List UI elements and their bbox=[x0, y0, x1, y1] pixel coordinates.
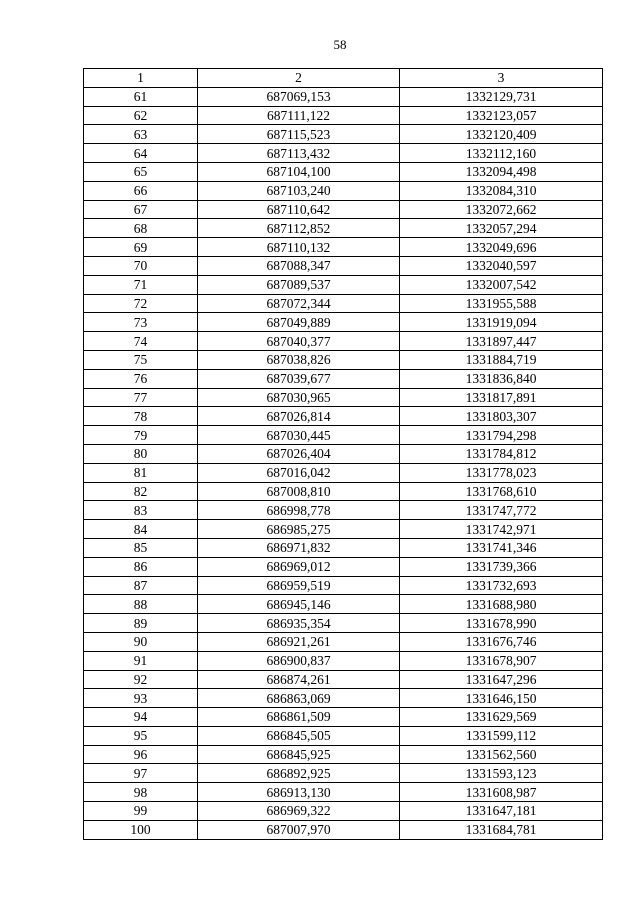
y-coordinate-cell: 1332040,597 bbox=[400, 256, 603, 275]
table-row bbox=[84, 576, 603, 595]
y-coordinate-cell: 1331676,746 bbox=[400, 632, 603, 651]
table-row bbox=[84, 726, 603, 745]
point-number-cell: 95 bbox=[84, 726, 198, 745]
x-coordinate-cell: 686913,130 bbox=[198, 783, 400, 802]
x-coordinate-cell: 687040,377 bbox=[198, 332, 400, 351]
table-row bbox=[84, 144, 603, 163]
table-row bbox=[84, 708, 603, 727]
y-coordinate-cell: 1331742,971 bbox=[400, 520, 603, 539]
y-coordinate-cell: 1331784,812 bbox=[400, 444, 603, 463]
y-coordinate-cell: 1331741,346 bbox=[400, 538, 603, 557]
y-coordinate-cell: 1331647,181 bbox=[400, 802, 603, 821]
point-number-cell: 65 bbox=[84, 162, 198, 181]
x-coordinate-cell: 687115,523 bbox=[198, 125, 400, 144]
table-row bbox=[84, 219, 603, 238]
point-number-cell: 93 bbox=[84, 689, 198, 708]
table-row bbox=[84, 388, 603, 407]
point-number-cell: 76 bbox=[84, 369, 198, 388]
x-coordinate-cell: 686892,925 bbox=[198, 764, 400, 783]
point-number-cell: 88 bbox=[84, 595, 198, 614]
y-coordinate-cell: 1331593,123 bbox=[400, 764, 603, 783]
y-coordinate-cell: 1331599,112 bbox=[400, 726, 603, 745]
x-coordinate-cell: 687026,814 bbox=[198, 407, 400, 426]
point-number-cell: 84 bbox=[84, 520, 198, 539]
table-row bbox=[84, 369, 603, 388]
point-number-cell: 99 bbox=[84, 802, 198, 821]
y-coordinate-cell: 1331688,980 bbox=[400, 595, 603, 614]
x-coordinate-cell: 687111,122 bbox=[198, 106, 400, 125]
y-coordinate-cell: 1331768,610 bbox=[400, 482, 603, 501]
point-number-cell: 80 bbox=[84, 444, 198, 463]
y-coordinate-cell: 1331646,150 bbox=[400, 689, 603, 708]
table-row bbox=[84, 256, 603, 275]
x-coordinate-cell: 686959,519 bbox=[198, 576, 400, 595]
x-coordinate-cell: 687038,826 bbox=[198, 350, 400, 369]
table-row bbox=[84, 332, 603, 351]
y-coordinate-cell: 1332094,498 bbox=[400, 162, 603, 181]
y-coordinate-cell: 1331897,447 bbox=[400, 332, 603, 351]
table-row bbox=[84, 200, 603, 219]
x-coordinate-cell: 687030,445 bbox=[198, 426, 400, 445]
point-number-cell: 69 bbox=[84, 238, 198, 257]
y-coordinate-cell: 1332007,542 bbox=[400, 275, 603, 294]
y-coordinate-cell: 1332112,160 bbox=[400, 144, 603, 163]
table-row bbox=[84, 350, 603, 369]
x-coordinate-cell: 686845,505 bbox=[198, 726, 400, 745]
y-coordinate-cell: 1331562,560 bbox=[400, 745, 603, 764]
x-coordinate-cell: 686945,146 bbox=[198, 595, 400, 614]
x-coordinate-cell: 687089,537 bbox=[198, 275, 400, 294]
point-number-cell: 75 bbox=[84, 350, 198, 369]
point-number-cell: 78 bbox=[84, 407, 198, 426]
point-number-cell: 96 bbox=[84, 745, 198, 764]
x-coordinate-cell: 687113,432 bbox=[198, 144, 400, 163]
x-coordinate-cell: 687049,889 bbox=[198, 313, 400, 332]
table-row bbox=[84, 614, 603, 633]
table-row bbox=[84, 745, 603, 764]
x-coordinate-cell: 687088,347 bbox=[198, 256, 400, 275]
x-coordinate-cell: 686935,354 bbox=[198, 614, 400, 633]
table-row bbox=[84, 538, 603, 557]
y-coordinate-cell: 1332057,294 bbox=[400, 219, 603, 238]
y-coordinate-cell: 1331739,366 bbox=[400, 557, 603, 576]
y-coordinate-cell: 1332123,057 bbox=[400, 106, 603, 125]
table-row bbox=[84, 181, 603, 200]
x-coordinate-cell: 687039,677 bbox=[198, 369, 400, 388]
table-row bbox=[84, 482, 603, 501]
point-number-cell: 68 bbox=[84, 219, 198, 238]
table-row bbox=[84, 444, 603, 463]
point-number-cell: 92 bbox=[84, 670, 198, 689]
page-number: 58 bbox=[333, 37, 347, 52]
point-number-cell: 98 bbox=[84, 783, 198, 802]
x-coordinate-cell: 686874,261 bbox=[198, 670, 400, 689]
x-coordinate-cell: 686969,012 bbox=[198, 557, 400, 576]
table-row bbox=[84, 125, 603, 144]
table-row bbox=[84, 463, 603, 482]
y-coordinate-cell: 1331919,094 bbox=[400, 313, 603, 332]
point-number-cell: 81 bbox=[84, 463, 198, 482]
point-number-cell: 74 bbox=[84, 332, 198, 351]
column-header-3: 3 bbox=[400, 69, 603, 88]
point-number-cell: 89 bbox=[84, 614, 198, 633]
point-number-cell: 100 bbox=[84, 820, 198, 839]
x-coordinate-cell: 687112,852 bbox=[198, 219, 400, 238]
point-number-cell: 77 bbox=[84, 388, 198, 407]
table-row bbox=[84, 764, 603, 783]
table-row bbox=[84, 313, 603, 332]
point-number-cell: 67 bbox=[84, 200, 198, 219]
x-coordinate-cell: 687110,642 bbox=[198, 200, 400, 219]
table-row bbox=[84, 802, 603, 821]
x-coordinate-cell: 687030,965 bbox=[198, 388, 400, 407]
y-coordinate-cell: 1332120,409 bbox=[400, 125, 603, 144]
table-row bbox=[84, 294, 603, 313]
y-coordinate-cell: 1331678,990 bbox=[400, 614, 603, 633]
x-coordinate-cell: 687110,132 bbox=[198, 238, 400, 257]
x-coordinate-cell: 686921,261 bbox=[198, 632, 400, 651]
y-coordinate-cell: 1331732,693 bbox=[400, 576, 603, 595]
y-coordinate-cell: 1331955,588 bbox=[400, 294, 603, 313]
table-row bbox=[84, 238, 603, 257]
coordinates-table bbox=[83, 68, 603, 840]
table-row bbox=[84, 501, 603, 520]
x-coordinate-cell: 686998,778 bbox=[198, 501, 400, 520]
x-coordinate-cell: 687104,100 bbox=[198, 162, 400, 181]
table-body bbox=[84, 87, 603, 839]
y-coordinate-cell: 1331884,719 bbox=[400, 350, 603, 369]
x-coordinate-cell: 687072,344 bbox=[198, 294, 400, 313]
point-number-cell: 85 bbox=[84, 538, 198, 557]
y-coordinate-cell: 1331803,307 bbox=[400, 407, 603, 426]
x-coordinate-cell: 686900,837 bbox=[198, 651, 400, 670]
table-row bbox=[84, 557, 603, 576]
x-coordinate-cell: 686861,509 bbox=[198, 708, 400, 727]
x-coordinate-cell: 686971,832 bbox=[198, 538, 400, 557]
x-coordinate-cell: 687007,970 bbox=[198, 820, 400, 839]
x-coordinate-cell: 686985,275 bbox=[198, 520, 400, 539]
point-number-cell: 91 bbox=[84, 651, 198, 670]
point-number-cell: 64 bbox=[84, 144, 198, 163]
point-number-cell: 90 bbox=[84, 632, 198, 651]
y-coordinate-cell: 1331647,296 bbox=[400, 670, 603, 689]
x-coordinate-cell: 686845,925 bbox=[198, 745, 400, 764]
table-row bbox=[84, 162, 603, 181]
y-coordinate-cell: 1332049,696 bbox=[400, 238, 603, 257]
x-coordinate-cell: 687008,810 bbox=[198, 482, 400, 501]
table-row bbox=[84, 275, 603, 294]
point-number-cell: 86 bbox=[84, 557, 198, 576]
y-coordinate-cell: 1331684,781 bbox=[400, 820, 603, 839]
point-number-cell: 73 bbox=[84, 313, 198, 332]
y-coordinate-cell: 1331817,891 bbox=[400, 388, 603, 407]
table-row bbox=[84, 689, 603, 708]
point-number-cell: 72 bbox=[84, 294, 198, 313]
x-coordinate-cell: 686969,322 bbox=[198, 802, 400, 821]
point-number-cell: 63 bbox=[84, 125, 198, 144]
table-row bbox=[84, 87, 603, 106]
table-row bbox=[84, 651, 603, 670]
point-number-cell: 87 bbox=[84, 576, 198, 595]
y-coordinate-cell: 1332072,662 bbox=[400, 200, 603, 219]
table-row bbox=[84, 407, 603, 426]
point-number-cell: 70 bbox=[84, 256, 198, 275]
y-coordinate-cell: 1331678,907 bbox=[400, 651, 603, 670]
table-row bbox=[84, 106, 603, 125]
table-row bbox=[84, 632, 603, 651]
y-coordinate-cell: 1331608,987 bbox=[400, 783, 603, 802]
point-number-cell: 82 bbox=[84, 482, 198, 501]
x-coordinate-cell: 687069,153 bbox=[198, 87, 400, 106]
table-header-row bbox=[84, 69, 603, 88]
table-row bbox=[84, 820, 603, 839]
y-coordinate-cell: 1331629,569 bbox=[400, 708, 603, 727]
point-number-cell: 83 bbox=[84, 501, 198, 520]
point-number-cell: 71 bbox=[84, 275, 198, 294]
y-coordinate-cell: 1332129,731 bbox=[400, 87, 603, 106]
table-row bbox=[84, 670, 603, 689]
column-header-1: 1 bbox=[84, 69, 198, 88]
y-coordinate-cell: 1331747,772 bbox=[400, 501, 603, 520]
point-number-cell: 66 bbox=[84, 181, 198, 200]
y-coordinate-cell: 1331794,298 bbox=[400, 426, 603, 445]
y-coordinate-cell: 1331778,023 bbox=[400, 463, 603, 482]
point-number-cell: 94 bbox=[84, 708, 198, 727]
x-coordinate-cell: 687103,240 bbox=[198, 181, 400, 200]
point-number-cell: 61 bbox=[84, 87, 198, 106]
x-coordinate-cell: 687016,042 bbox=[198, 463, 400, 482]
table-row bbox=[84, 595, 603, 614]
table-row bbox=[84, 783, 603, 802]
y-coordinate-cell: 1331836,840 bbox=[400, 369, 603, 388]
point-number-cell: 62 bbox=[84, 106, 198, 125]
table-row bbox=[84, 426, 603, 445]
column-header-2: 2 bbox=[198, 69, 400, 88]
table-row bbox=[84, 520, 603, 539]
x-coordinate-cell: 687026,404 bbox=[198, 444, 400, 463]
y-coordinate-cell: 1332084,310 bbox=[400, 181, 603, 200]
x-coordinate-cell: 686863,069 bbox=[198, 689, 400, 708]
point-number-cell: 97 bbox=[84, 764, 198, 783]
point-number-cell: 79 bbox=[84, 426, 198, 445]
